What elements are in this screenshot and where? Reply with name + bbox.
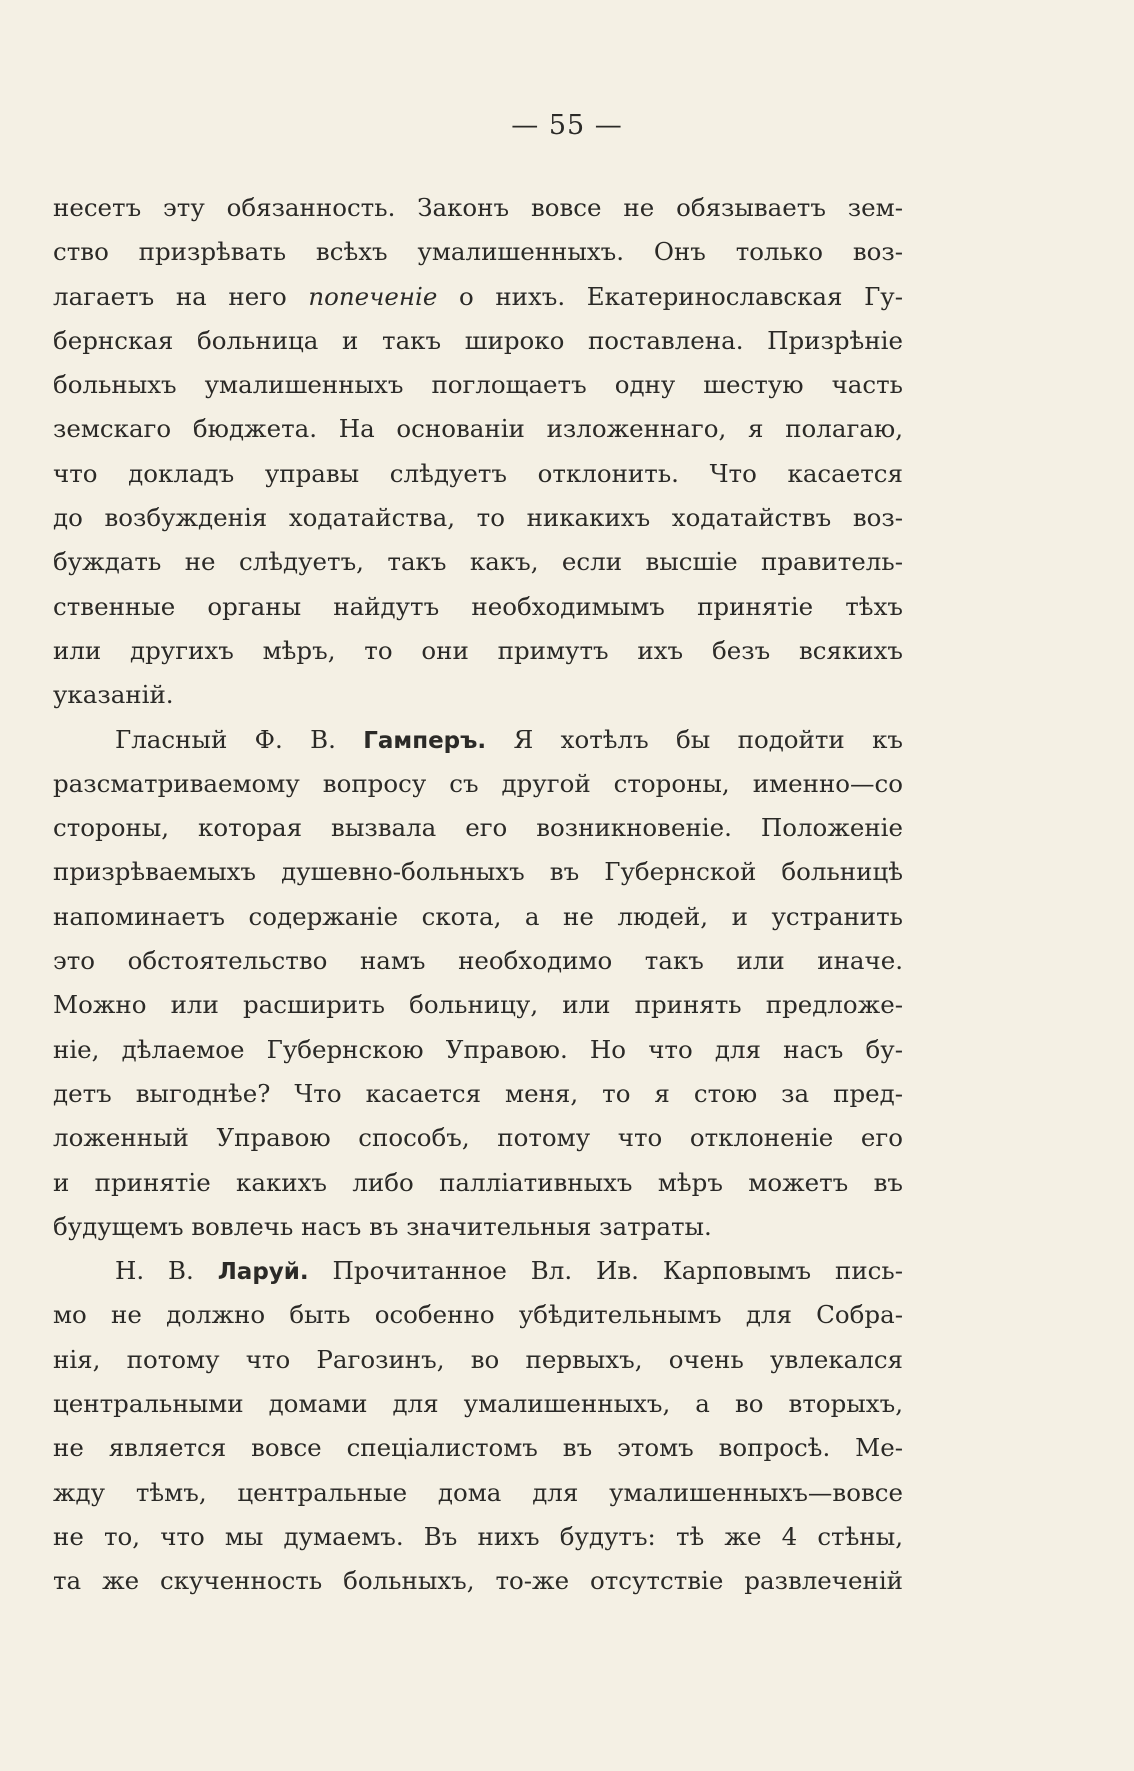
text-line	[53, 585, 903, 629]
text-line	[53, 1471, 903, 1515]
text-line	[53, 407, 903, 451]
text-line	[53, 1338, 903, 1382]
text-line	[53, 806, 903, 850]
paragraph-p3	[53, 1249, 903, 1603]
line-text: ложенный Управою способъ, потому что отклоненіе его	[53, 1123, 903, 1153]
line-text: земскаго бюджета. На основаніи изложеннаго, я полагаю,	[53, 414, 903, 444]
text-line	[53, 363, 903, 407]
text-line	[53, 983, 903, 1027]
line-text: больныхъ умалишенныхъ поглощаетъ одну шестую часть	[53, 370, 903, 400]
line-text: детъ выгоднѣе? Что касается меня, то я стою за пред-	[53, 1078, 903, 1108]
line-text: буждать не слѣдуетъ, такъ какъ, если высшіе правитель-	[53, 547, 903, 577]
emphasis-text: попеченіе	[308, 281, 438, 311]
line-text: жду тѣмъ, центральные дома для умалишенныхъ—вовсе	[53, 1477, 903, 1507]
speaker-name: Ларуй.	[217, 1259, 309, 1286]
line-text: Н. В.	[115, 1256, 218, 1286]
text-line	[53, 319, 903, 363]
line-text: Можно или расширить больницу, или принять предложе-	[53, 990, 903, 1020]
line-text: несетъ эту обязанность. Законъ вовсе не обязываетъ зем-	[53, 193, 903, 222]
text-line	[53, 673, 903, 717]
line-text: ніе, дѣлаемое Губернскою Управою. Но что для насъ бу-	[53, 1034, 903, 1064]
text-line	[53, 850, 903, 894]
text-line	[53, 762, 903, 806]
line-text: лагаетъ на него	[53, 281, 309, 311]
text-line	[53, 1515, 903, 1559]
line-text: о нихъ. Екатеринославская Гу-	[437, 281, 903, 311]
text-line	[53, 1426, 903, 1470]
line-text: призрѣваемыхъ душевно-больныхъ въ Губернской больницѣ	[53, 857, 903, 887]
line-text: разсматриваемому вопросу съ другой стороны, именно—со	[53, 768, 903, 798]
line-text: не то, что мы думаемъ. Въ нихъ будутъ: тѣ же 4 стѣны,	[53, 1521, 903, 1551]
text-line	[53, 1249, 903, 1293]
line-text: указаній.	[53, 680, 174, 710]
line-text: будущемъ вовлечь насъ въ значительныя затраты.	[53, 1211, 712, 1241]
text-line	[53, 452, 903, 496]
line-text: мо не должно быть особенно убѣдительнымъ для Собра-	[53, 1300, 903, 1330]
text-line	[53, 1559, 903, 1603]
line-text: Прочитанное Вл. Ив. Карповымъ пись-	[308, 1256, 903, 1286]
line-text: та же скученность больныхъ, то-же отсутствіе развлеченій	[53, 1566, 903, 1596]
text-line	[53, 1205, 903, 1249]
line-text: и принятіе какихъ либо палліативныхъ мѣръ можетъ въ	[53, 1167, 903, 1197]
text-line	[53, 1293, 903, 1337]
text-line	[53, 895, 903, 939]
line-text: напоминаетъ содержаніе скота, а не людей, и устранить	[53, 901, 903, 931]
paragraph-p2	[53, 718, 903, 1250]
line-text: или другихъ мѣръ, то они примутъ ихъ безъ всякихъ	[53, 635, 903, 665]
text-line	[53, 230, 903, 274]
line-text: до возбужденія ходатайства, то никакихъ ходатайствъ воз-	[53, 503, 903, 533]
text-line	[53, 186, 903, 230]
line-text: это обстоятельство намъ необходимо такъ или иначе.	[53, 946, 903, 976]
speaker-name: Гамперъ.	[363, 727, 487, 754]
line-text: нія, потому что Рагозинъ, во первыхъ, очень увлекался	[53, 1344, 903, 1374]
text-line	[53, 718, 903, 762]
text-line	[53, 1161, 903, 1205]
text-line	[53, 1382, 903, 1426]
text-line	[53, 540, 903, 584]
line-text: не является вовсе спеціалистомъ въ этомъ вопросѣ. Ме-	[53, 1433, 903, 1463]
line-text: центральными домами для умалишенныхъ, а во вторыхъ,	[53, 1389, 903, 1419]
page-number: — 55 —	[511, 110, 623, 141]
line-text: ство призрѣвать всѣхъ умалишенныхъ. Онъ только воз-	[53, 237, 903, 267]
line-text: Гласный Ф. В.	[115, 724, 364, 754]
paragraph-p1	[53, 186, 903, 718]
line-text: стороны, которая вызвала его возникновеніе. Положеніе	[53, 813, 903, 843]
text-line	[53, 1028, 903, 1072]
line-text: ственные органы найдутъ необходимымъ принятіе тѣхъ	[53, 591, 903, 621]
text-line	[53, 939, 903, 983]
text-line	[53, 496, 903, 540]
text-line	[53, 1116, 903, 1160]
text-line	[53, 275, 903, 319]
line-text: Я хотѣлъ бы подойти къ	[486, 724, 903, 754]
line-text: бернская больница и такъ широко поставлена. Призрѣніе	[53, 325, 903, 355]
line-text: что докладъ управы слѣдуетъ отклонить. Что касается	[53, 458, 903, 488]
text-line	[53, 1072, 903, 1116]
body-text	[53, 186, 903, 1604]
text-line	[53, 629, 903, 673]
